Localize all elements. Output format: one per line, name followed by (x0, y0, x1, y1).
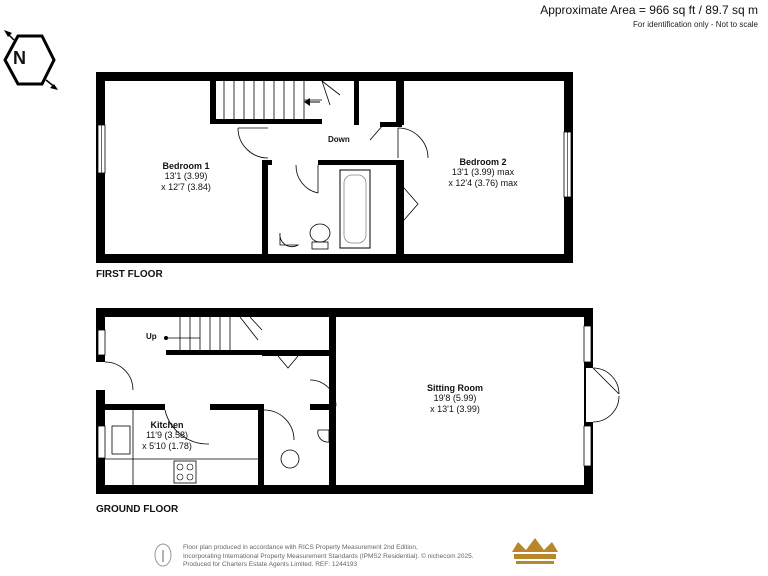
crown-logo-icon (512, 538, 558, 564)
room-dim-length: 19'8 (5.99) (433, 393, 477, 403)
footer-note (183, 544, 474, 570)
room-sitting-room (427, 383, 483, 415)
footer-line-2: Incorporating International Property Measurement Standards (IPMS2 Residential). © nichecom 2025. (183, 552, 474, 560)
room-dim-width: x 12'7 (3.84) (161, 182, 211, 192)
stair-up-label: Up (146, 332, 157, 341)
ground-floor-label: GROUND FLOOR (96, 504, 179, 515)
room-name: Kitchen (150, 420, 184, 430)
room-name: Bedroom 2 (459, 157, 507, 167)
approximate-area: Approximate Area = 966 sq ft / 89.7 sq m (540, 3, 758, 17)
footer-line-3: Produced for Charters Estate Agents Limited. REF: 1244193 (183, 561, 358, 568)
room-dim-width: x 12'4 (3.76) max (448, 178, 518, 188)
room-dim-length: 11'9 (3.58) (145, 430, 189, 440)
room-dim-length: 13'1 (3.99) max (451, 167, 515, 177)
room-dim-length: 13'1 (3.99) (164, 171, 208, 181)
compass-letter: N (13, 48, 26, 68)
room-bedroom-1 (161, 161, 211, 193)
room-kitchen (142, 420, 192, 452)
room-name: Bedroom 1 (162, 161, 210, 171)
stair-down-label: Down (328, 135, 350, 144)
footer-line-1: Floor plan produced in accordance with RICS Property Measurement 2nd Edition, (183, 544, 418, 551)
room-dim-width: x 5'10 (1.78) (142, 441, 192, 451)
room-name: Sitting Room (427, 383, 483, 393)
room-dim-width: x 13'1 (3.99) (430, 404, 480, 414)
ground-floor-plan (96, 308, 619, 494)
disclaimer-text: For identification only - Not to scale (633, 20, 758, 29)
room-bedroom-2 (448, 157, 517, 189)
info-icon (155, 544, 171, 566)
first-floor-label: FIRST FLOOR (96, 269, 163, 280)
